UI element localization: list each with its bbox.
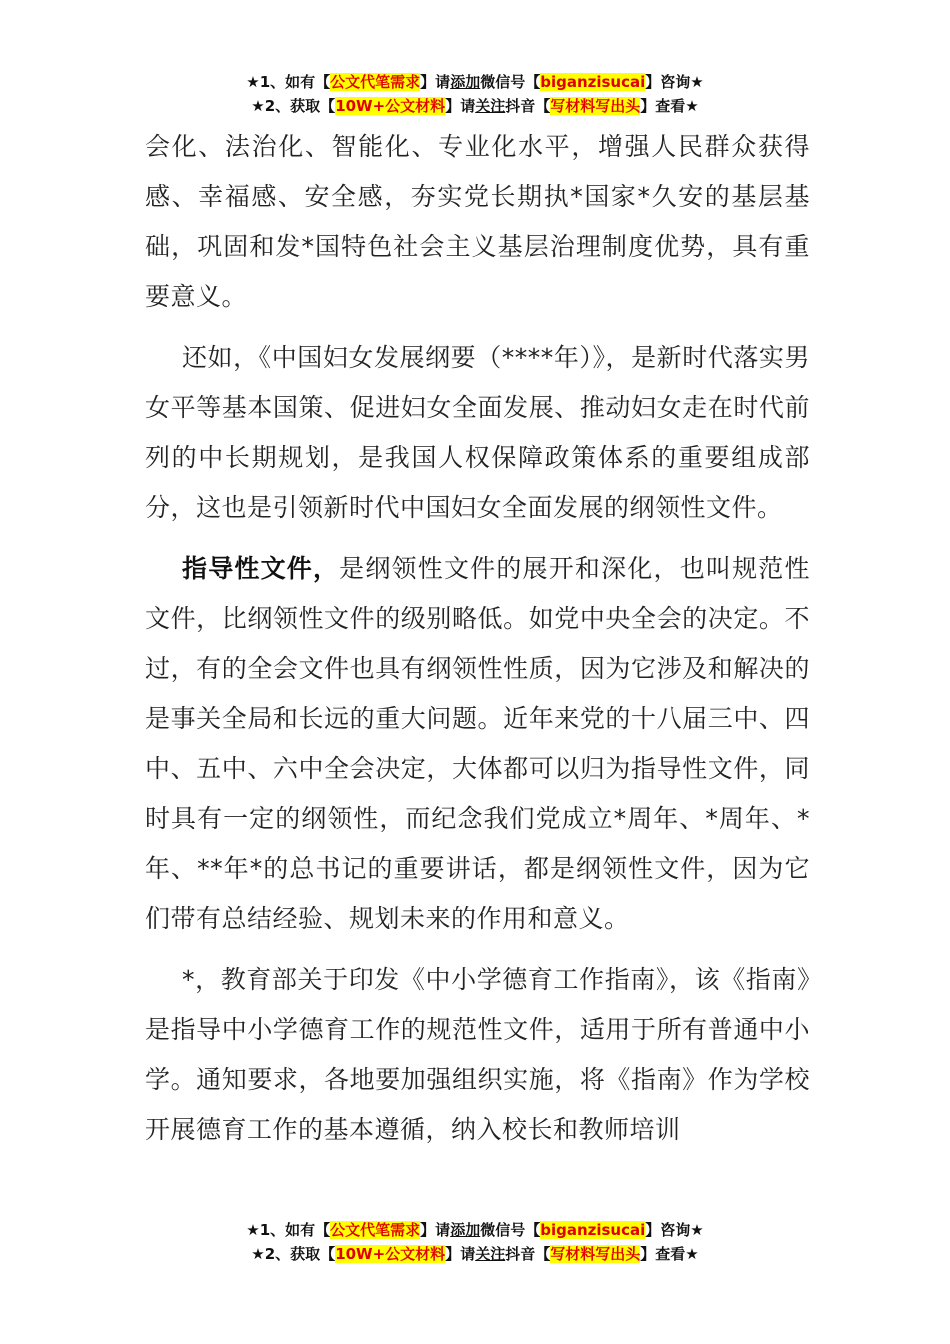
- banner-highlight: 公文代笔需求: [330, 1221, 421, 1239]
- banner-highlight: 公文代笔需求: [330, 73, 421, 91]
- banner-text: ★2、获取【: [251, 1245, 336, 1263]
- banner-text: ★1、如有【: [246, 73, 331, 91]
- paragraph-1: 会化、法治化、智能化、专业化水平，增强人民群众获得感、幸福感、安全感，夯实党长期执*国家*久安的基层基础，巩固和发*国特色社会主义基层治理制度优势，具有重要意义。: [145, 132, 810, 311]
- banner-highlight: 10W+公文材料: [335, 97, 446, 115]
- banner-wechat-id: biganzisucai: [540, 1221, 646, 1239]
- banner-underline: 添加: [450, 1221, 481, 1239]
- banner-text: 】请: [445, 97, 476, 115]
- paragraph-2: 还如，《中国妇女发展纲要（****年）》，是新时代落实男女平等基本国策、促进妇女全面发展、推动妇女走在时代前列的中长期规划，是我国人权保障政策体系的重要组成部分，这也是引领新时代中国妇女全面发展的纲领性文件。: [145, 343, 810, 522]
- banner-text: 】咨询★: [645, 73, 704, 91]
- banner-highlight: 10W+公文材料: [335, 1245, 446, 1263]
- paragraph-3: [145, 544, 810, 944]
- banner-text: 】咨询★: [645, 1221, 704, 1239]
- document-body: [145, 122, 810, 1166]
- banner-text: 抖音【: [505, 1245, 551, 1263]
- banner-underline: 添加: [450, 73, 481, 91]
- banner-text: 微信号【: [480, 1221, 541, 1239]
- banner-line-1: [0, 70, 950, 94]
- footer-banner: [0, 1218, 950, 1266]
- banner-line-2: [0, 1242, 950, 1266]
- banner-text: ★2、获取【: [251, 97, 336, 115]
- banner-text: ★1、如有【: [246, 1221, 331, 1239]
- banner-underline: 关注: [475, 1245, 506, 1263]
- banner-douyin-id: 写材料写出头: [550, 97, 641, 115]
- banner-text: 微信号【: [480, 73, 541, 91]
- banner-text: 抖音【: [505, 97, 551, 115]
- banner-line-1: [0, 1218, 950, 1242]
- banner-text: 】请: [420, 73, 451, 91]
- paragraph-4: *，教育部关于印发《中小学德育工作指南》，该《指南》是指导中小学德育工作的规范性文件，适用于所有普通中小学。通知要求，各地要加强组织实施，将《指南》作为学校开展德育工作的基本遵循，纳入校长和教师培训: [145, 965, 810, 1144]
- banner-text: 】请: [445, 1245, 476, 1263]
- paragraph-3-lead: 指导性文件，: [182, 554, 340, 583]
- paragraph-3-text: 是纲领性文件的展开和深化，也叫规范性文件，比纲领性文件的级别略低。如党中央全会的决定。不过，有的全会文件也具有纲领性性质，因为它涉及和解决的是事关全局和长远的重大问题。近年来党的十八届三中、四中、五中、六中全会决定，大体都可以归为指导性文件，同时具有一定的纲领性，而纪念我们党成立*周年、*周年、*年、**年*的总书记的重要讲话，都是纲领性文件，因为它们带有总结经验、规划未来的作用和意义。: [145, 554, 810, 933]
- banner-text: 】查看★: [640, 1245, 699, 1263]
- banner-text: 】查看★: [640, 97, 699, 115]
- banner-text: 】请: [420, 1221, 451, 1239]
- banner-douyin-id: 写材料写出头: [550, 1245, 641, 1263]
- banner-line-2: [0, 94, 950, 118]
- header-banner: [0, 70, 950, 118]
- banner-wechat-id: biganzisucai: [540, 73, 646, 91]
- banner-underline: 关注: [475, 97, 506, 115]
